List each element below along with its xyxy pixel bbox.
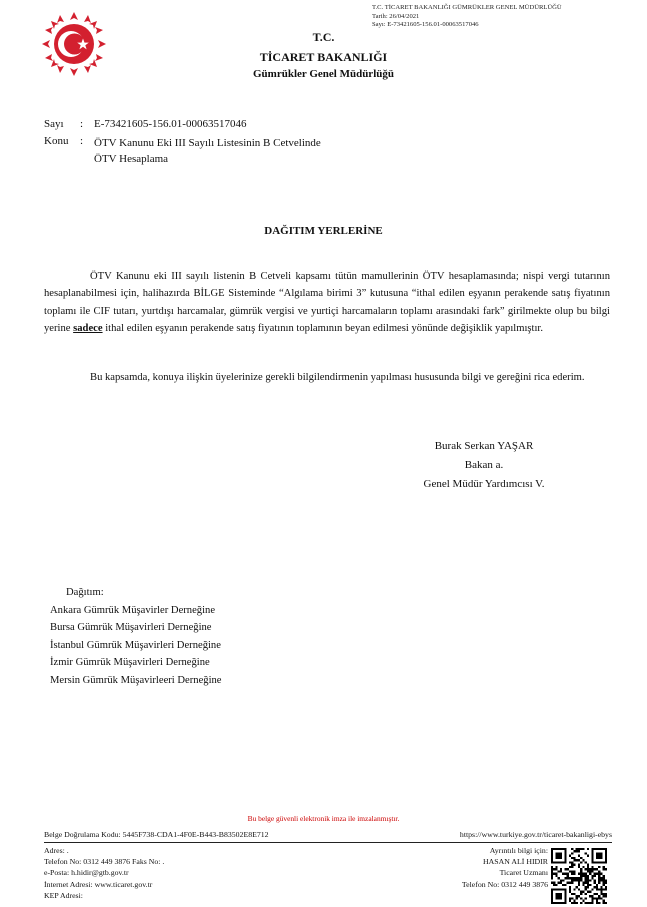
sayi-label: Sayı — [44, 118, 64, 130]
contact-address: Adres: . — [44, 846, 69, 855]
body-paragraph-2: Bu kapsamda, konuya ilişkin üyelerinize gerekli bilgilendirmenin yapılması hususunda bilgi ve gereğini rica ederim. — [90, 372, 585, 383]
header-tc: T.C. — [312, 30, 335, 44]
info-title: Ticaret Uzmanı — [499, 868, 548, 878]
info-name: HASAN ALİ HIDIR — [483, 857, 548, 867]
distribution-item: İzmir Gümrük Müşavirleri Derneğine — [50, 657, 210, 669]
header-directorate: Gümrükler Genel Müdürlüğü — [253, 68, 394, 80]
document-meta — [372, 4, 562, 30]
body-paragraph-1 — [44, 268, 610, 338]
distribution-item: Mersin Gümrük Müşavirleeri Derneğine — [50, 674, 222, 686]
signer-name: Burak Serkan YAŞAR — [434, 440, 534, 452]
distribution-list — [50, 584, 222, 690]
distribution-item: Bursa Gümrük Müşavirleri Derneğine — [50, 622, 212, 634]
verification-url[interactable]: https://www.turkiye.gov.tr/ticaret-bakanligi-ebys — [459, 830, 612, 839]
sayi-colon: : — [80, 118, 84, 130]
meta-date: Tarih: 26/04/2021 — [372, 12, 420, 20]
paragraph-1-text-end: ithal edilen eşyanın perakende satış fiyatının toplamının beyan edilmesi yönünde değişiklik yapılmıştır. — [105, 323, 544, 335]
info-phone: Telefon No: 0312 449 3876 — [461, 879, 548, 889]
footer-divider — [44, 842, 612, 843]
distribution-item: Ankara Gümrük Müşavirler Derneğine — [50, 604, 216, 616]
sayi-value: E-73421605-156.01-00063517046 — [94, 118, 247, 130]
signature-block — [400, 437, 568, 494]
contact-kep: KEP Adresi: — [44, 890, 83, 900]
meta-number: Sayı: E-73421605-156.01-00063517046 — [372, 21, 479, 29]
qr-code-icon — [551, 848, 607, 904]
konu-value: ÖTV Kanunu Eki III Sayılı Listesinin B Cetvelinde ÖTV Hesaplama — [94, 137, 321, 165]
info-contact-block — [428, 845, 548, 890]
paragraph-1-emphasis: sadece — [73, 323, 103, 335]
contact-phone: Telefon No: 0312 449 3876 Faks No: . — [44, 857, 165, 867]
konu-label: Konu — [44, 135, 69, 147]
signer-title: Genel Müdür Yardımcısı V. — [423, 478, 545, 490]
addressee-heading: DAĞITIM YERLERİNE — [264, 225, 383, 237]
distribution-title: Dağıtım: — [66, 587, 104, 598]
distribution-item: İstanbul Gümrük Müşavirleri Derneğine — [50, 639, 221, 651]
meta-institution: T.C. TİCARET BAKANLIĞI GÜMRÜKLER GENEL MÜDÜRLÜĞÜ — [372, 4, 562, 11]
signer-authority: Bakan a. — [464, 459, 504, 471]
konu-colon: : — [80, 135, 84, 147]
contact-block — [44, 845, 164, 901]
verification-bar — [44, 830, 612, 839]
esign-note: Bu belge güvenli elektronik imza ile imzalanmıştır. — [247, 814, 400, 823]
verification-code: Belge Doğrulama Kodu: 5445F738-CDA1-4F0E-B443-B83502E8E712 — [44, 830, 269, 839]
header-ministry: TİCARET BAKANLIĞI — [259, 50, 388, 64]
paragraph-1-text: ÖTV Kanunu eki III sayılı listenin B Cetveli kapsamı tütün mamullerinin ÖTV hesaplamasında; nispi vergi tutarının hesaplanabilmesi için, halihazırda BİLGE Sisteminde “Algılama birimi 3” kutusuna “ithal edilen eşyanın perakende satış fiyatının toplamı ile CIF tutarı, yurtdışı harcamalar, gümrük vergisi ve yurtiçi harcamaların toplamı arasındaki fark” girilmekte olup bu bilgi yerine — [44, 271, 610, 335]
info-heading: Ayrıntılı bilgi için: — [489, 846, 548, 855]
contact-email: e-Posta: h.hidir@gtb.gov.tr — [44, 868, 129, 878]
contact-website: İnternet Adresi: www.ticaret.gov.tr — [44, 879, 153, 889]
